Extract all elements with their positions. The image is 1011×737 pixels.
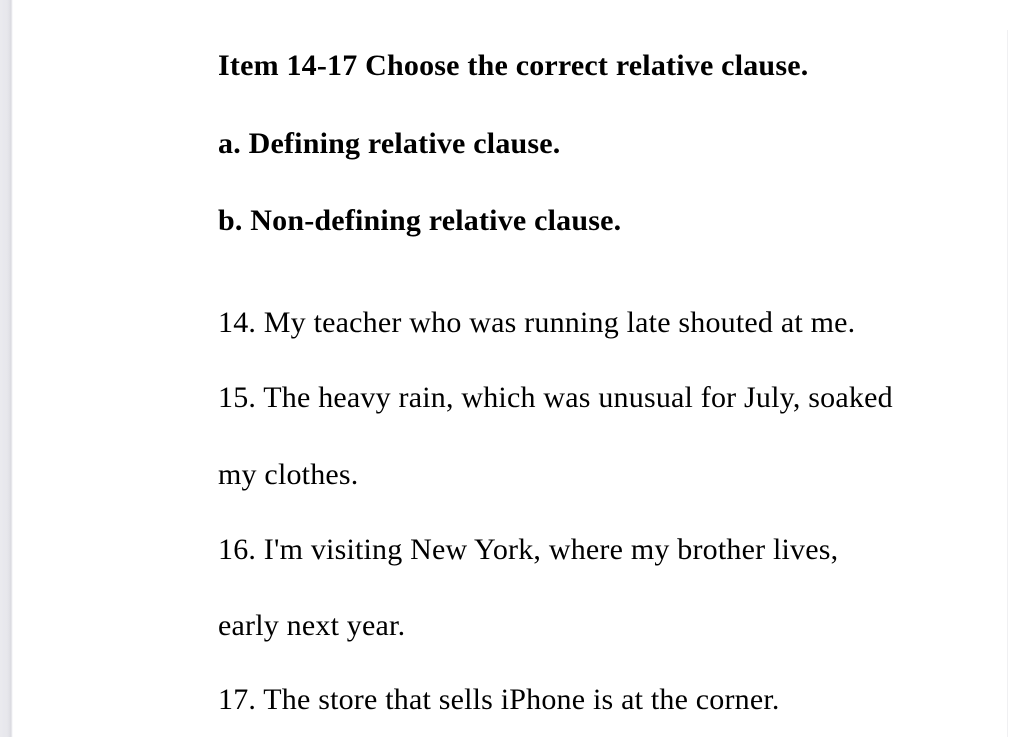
question-16-sentence-line-1: 16. I'm visiting New York, where my brother lives,: [218, 533, 839, 566]
question-16-sentence-line-2: early next year.: [218, 609, 406, 642]
option-a-label: a. Defining relative clause.: [218, 127, 561, 160]
question-14-sentence: 14. My teacher who was running late shouted at me.: [218, 306, 856, 339]
page-edge-right: [1007, 30, 1008, 737]
question-15-sentence-line-1: 15. The heavy rain, which was unusual for July, soaked: [218, 381, 893, 414]
exercise-heading: Item 14-17 Choose the correct relative clause.: [218, 49, 809, 82]
option-b-label: b. Non-defining relative clause.: [218, 204, 622, 237]
question-17-sentence: 17. The store that sells iPhone is at the corner.: [218, 683, 780, 716]
question-15-sentence-line-2: my clothes.: [218, 458, 359, 491]
page-edge-gutter: [0, 0, 13, 737]
